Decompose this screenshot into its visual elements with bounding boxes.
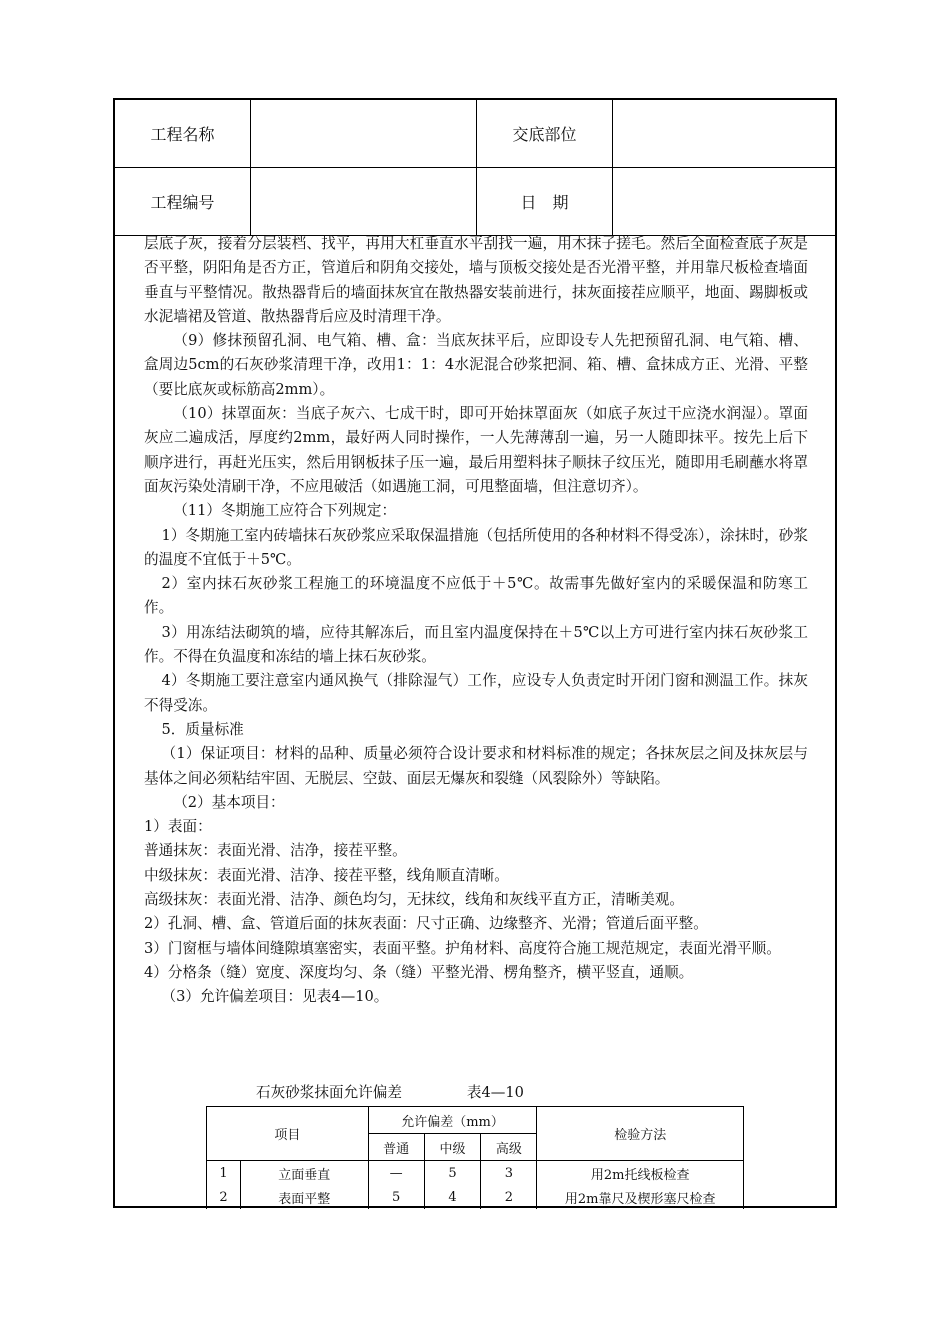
row-mid: 5: [424, 1161, 481, 1186]
row-high: 3: [481, 1161, 537, 1186]
row-item: 立面垂直: [240, 1161, 368, 1186]
row-no: 2: [207, 1185, 241, 1209]
date-value: [613, 168, 835, 235]
col-high-header: 高级: [481, 1134, 537, 1161]
table-number: 表4—10: [466, 1084, 524, 1101]
row-normal: 5: [368, 1185, 424, 1209]
table-row: [207, 1185, 744, 1209]
paragraph: 1）冬期施工室内砖墙抹石灰砂浆应采取保温措施（包括所使用的各种材料不得受冻），涂抹时，砂浆的温度不宜低于＋5℃。: [144, 526, 808, 568]
header-row-1: [115, 100, 835, 168]
col-mid-header: 中级: [424, 1134, 481, 1161]
paragraph: 普通抹灰：表面光滑、洁净，接茬平整。: [144, 842, 407, 860]
tolerance-table: [206, 1106, 744, 1209]
paragraph: 3）门窗框与墙体间缝隙填塞密实，表面平整。护角材料、高度符合施工规范规定，表面光滑平顺。: [144, 939, 781, 957]
paragraph: 3）用冻结法砌筑的墙，应待其解冻后，而且室内温度保持在＋5℃以上方可进行室内抹石灰砂浆工作。不得在负温度和冻结的墙上抹石灰砂浆。: [144, 623, 808, 666]
project-name-label: 工程名称: [115, 100, 251, 167]
location-value: [613, 100, 835, 167]
paragraph: 4）分格条（缝）宽度、深度均匀、条（缝）平整光滑、楞角整齐，横平竖直，通顺。: [144, 963, 694, 981]
location-label: 交底部位: [477, 100, 613, 167]
col-tolerance-header: 允许偏差（mm）: [368, 1107, 537, 1134]
project-no-value: [251, 168, 477, 235]
paragraph: 2）孔洞、槽、盒、管道后面的抹灰表面：尺寸正确、边缘整齐、光滑；管道后面平整。: [144, 915, 708, 933]
row-mid: 4: [424, 1185, 481, 1209]
paragraph: 层底子灰，接着分层装档、找平，再用大杠垂直水平刮找一遍，用木抹子搓毛。然后全面检查底子灰是否平整，阴阳角是否方正，管道后和阴角交接处，墙与顶板交接处是否光滑平整，并用靠尺板检查墙面垂直与平整情况。散热器背后的墙面抹灰宜在散热器安装前进行，抹灰面接茬应顺平，地面、踢脚板或水泥墙裙及管道、散热器背后应及时清理干净。: [144, 235, 808, 325]
paragraph: 5．质量标准: [161, 720, 244, 738]
project-no-label: 工程编号: [115, 168, 251, 235]
paragraph: 中级抹灰：表面光滑、洁净、接茬平整，线角顺直清晰。: [144, 866, 509, 884]
date-label: 日 期: [477, 168, 613, 235]
row-no: 1: [207, 1161, 241, 1186]
table-row: [207, 1161, 744, 1186]
row-high: 2: [481, 1185, 537, 1209]
paragraph: 2）室内抹石灰砂浆工程施工的环境温度不应低于＋5℃。故需事先做好室内的采暖保温和防寒工作。: [144, 575, 808, 617]
paragraph: （10）抹罩面灰：当底子灰六、七成干时，即可开始抹罩面灰（如底子灰过干应浇水润湿）。罩面灰应二遍成活，厚度约2mm，最好两人同时操作，一人先薄薄刮一遍，另一人随即抹平。按先上后下顺序进行，再赶光压实，然后用钢板抹子压一遍，最后用塑料抹子顺抹子纹压光，随即用毛刷蘸水将罩面灰污染处清刷干净，不应甩破活（如遇施工洞，可甩整面墙，但注意切齐）。: [144, 405, 808, 495]
body-text: [144, 232, 808, 1010]
paragraph: 4）冬期施工要注意室内通风换气（排除湿气）工作，应设专人负责定时开闭门窗和测温工作。抹灰不得受冻。: [144, 672, 808, 714]
col-item-header: 项目: [207, 1107, 369, 1161]
row-normal: —: [368, 1161, 424, 1186]
table-caption: [256, 1083, 524, 1103]
header-row-2: [115, 168, 835, 236]
row-item: 表面平整: [240, 1185, 368, 1209]
paragraph: （2）基本项目：: [173, 793, 285, 811]
paragraph: （9）修抹预留孔洞、电气箱、槽、盒：当底灰抹平后，应即设专人先把预留孔洞、电气箱、槽、盒周边5cm的石灰砂浆清理干净，改用1：1：4水泥混合砂浆把洞、箱、槽、盒抹成方正、光滑、平整（要比底灰或标筋高2mm）。: [144, 332, 808, 398]
paragraph: （3）允许偏差项目：见表4—10。: [161, 988, 389, 1006]
row-method: 用2m靠尺及楔形塞尺检查: [537, 1185, 744, 1209]
col-method-header: 检验方法: [537, 1107, 744, 1161]
paragraph: 1）表面：: [144, 818, 212, 836]
col-normal-header: 普通: [368, 1134, 424, 1161]
table-caption-title: 石灰砂浆抹面允许偏差: [256, 1084, 402, 1101]
paragraph: （1）保证项目：材料的品种、质量必须符合设计要求和材料标准的规定；各抹灰层之间及抹灰层与基体之间必须粘结牢固、无脱层、空鼓、面层无爆灰和裂缝（风裂除外）等缺陷。: [144, 745, 808, 787]
paragraph: （11）冬期施工应符合下列规定：: [173, 502, 397, 520]
paragraph: 高级抹灰：表面光滑、洁净、颜色均匀，无抹纹，线角和灰线平直方正，清晰美观。: [144, 891, 684, 909]
row-method: 用2m托线板检查: [537, 1161, 744, 1186]
project-name-value: [251, 100, 477, 167]
table-header-row: [207, 1107, 744, 1134]
